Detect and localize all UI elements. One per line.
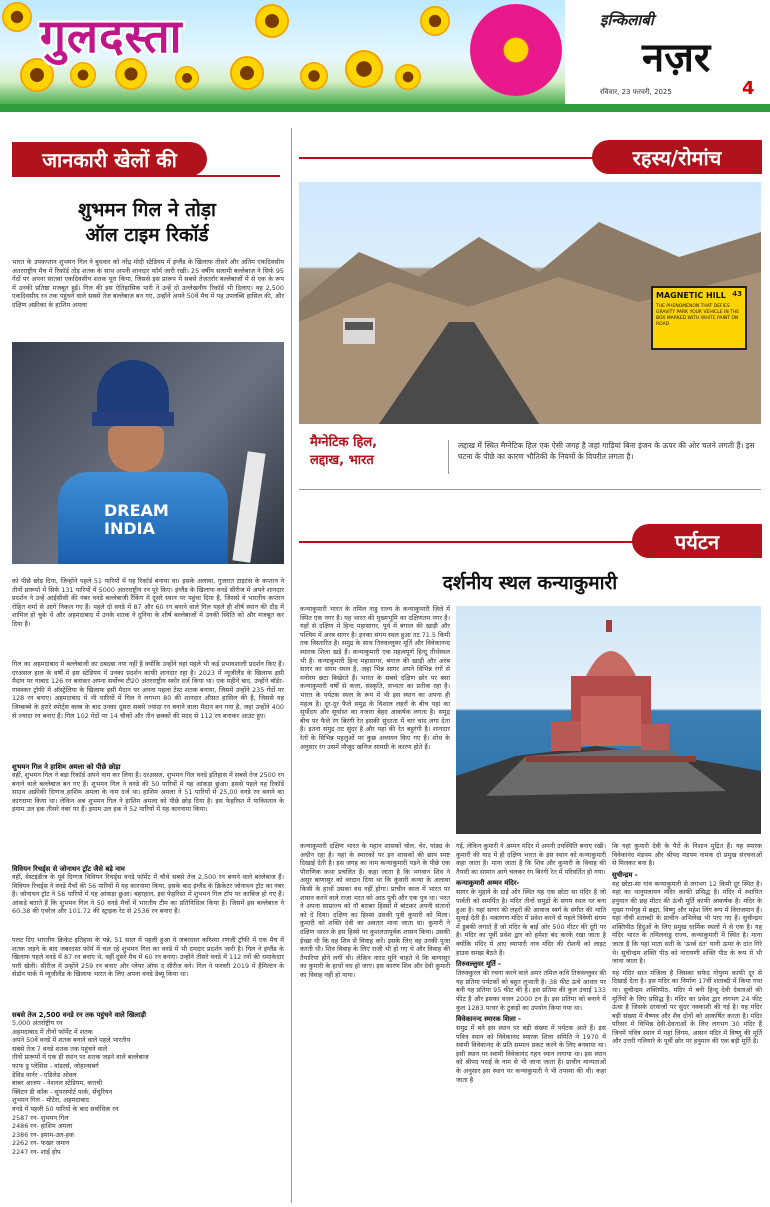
banner-title: गुलदस्ता — [40, 9, 183, 63]
caption-divider — [448, 440, 449, 474]
list-item: 2262 रन- फखर जमान — [12, 1139, 70, 1148]
masthead-banner — [0, 0, 770, 112]
sunflower-icon — [255, 4, 289, 38]
sunflower-icon — [395, 64, 421, 90]
section-rule — [12, 175, 280, 177]
jersey-text: DREAM INDIA — [104, 501, 169, 538]
sports-subhead-1: शुभमन गिल ने हाशिम अमला को पीछे छोड़ा — [12, 763, 121, 771]
sports-list-title: सबसे तेज 2,500 वनडे रन तक पहुंचने वाले खिलाड़ी — [12, 1011, 147, 1019]
list-item: क्विंटन डी कॉक - सुपरस्पोर्ट पार्क, सेंचुरियन — [12, 1087, 113, 1096]
kanyakumari-photo — [456, 606, 761, 834]
brand-small: इन्किलाबी — [600, 11, 654, 29]
section-rule — [299, 157, 595, 159]
pink-flower-icon — [470, 4, 562, 96]
sunflower-icon — [2, 2, 32, 32]
magnetic-hill-sign — [651, 286, 747, 350]
sign-number: 43 — [732, 290, 742, 298]
sports-para-4: वहीं, शुभमन गिल ने बड़ा रिकॉर्ड अपने नाम कर लिया है। दरअसल, शुभमन गिल वनडे इतिहास में सबसे तेज 2500 रन बनाने वाले बल्लेबाज बन गए हैं। शुभमन गिल ने वनडे की 50 पारियों में यह आंकड़ा छुआ। इससे पहले यह रिकॉर्ड साउथ अफ्रीकी दिग्गज हाशिम अमला के नाम दर्ज था। हाशिम अमला ने 51 पारियों में 25,00 वनडे रन बनाने का कारनामा किया था। लेकिन अब शुभमन गिल ने हाशिम अमला को पीछे छोड़ दिया है। इस फेहरिस्त में पाकिस्तान के इमाम उल हक तीसरे नंबर पर हैं। इमाम उल हक ने 52 पारियों में यह कारनामा किया। — [12, 771, 284, 814]
tourism-col3-para2: यह मंदिर सात मंजिला है जिसका सफेद गोपुरम काफी दूर से दिखाई देता है। इस मंदिर का निर्माण 17वीं शताब्दी में किया गया था। सुचीन्द्रम शक्तिपीठ, मंदिर में बनी हिन्दू देवी देवताओं की मूर्तियों के लिए प्रसिद्ध है। मंदिर का प्रवेश द्वार लगभग 24 फीट ऊंचा है जिसके दरवाजों पर सुंदर नक्काशी की गई है। यह मंदिर बड़ी संख्या में वैष्णव और शैव दोनों को आकर्षित करता है। मंदिर परिसर में विभिन्न देवी-देवताओं के लिए लगभग 30 मंदिर हैं जिनमें पवित्र स्थान में यहां लिंगम, आसन मंदिर में विष्णु की मूर्ति और उत्तरी गलियारे के पूर्वी छोर पर हनुमान की एक बड़ी मूर्ति है। — [612, 968, 762, 1046]
helmet-shape — [97, 360, 169, 418]
section-header-sports: जानकारी खेलों की — [12, 142, 207, 176]
sports-para-6: पलट दिए भारतीय क्रिकेट इतिहास के पन्ने, 51 साल में पहली हुआ ये जबरदस्त करिश्मा रणजी ट्रॉफी में एक मैच में शतक जड़ने के बाद जबरदस्त फॉर्म में चल रहे शुभमन गिल का वनडे में भी दमदार प्रदर्शन जारी है। गिल ने इंग्लैंड के खिलाफ पहले वनडे में 87 रन बनाए थे, वहीं दूसरे मैच में 60 रन बनाए। उन्होंने तीसरे वनडे में 112 रनों की धमाकेदार पारी खेली। सीरीज में उन्होंने 259 रन बनाए और प्लेयर ऑफ द सीरीज बने। गिल ने फरवरी 2019 में हैमिल्टन के सेडॉन पार्क में न्यूजीलैंड के खिलाफ भारत के लिए अपना वनडे डेब्यू किया था। — [12, 936, 284, 979]
sports-intro: भारत के उपकप्तान शुभमन गिल ने बुधवार को नरेंद्र मोदी स्टेडियम में इंग्लैंड के खिलाफ तीसरे और अंतिम एकदिवसीय अंतरराष्ट्रीय मैच में रिकॉर्ड तोड़ शतक के साथ अपनी शानदार फॉर्म जारी रखी। 25 वर्षीय सलामी बल्लेबाज ने सिर्फ 95 गेंदों पर अपना सातवां एकदिवसीय शतक पूरा किया, जिससे इस प्रारूप में सबसे तेजतर्रार बल्लेबाजों में से एक के रूप में उनकी प्रतिष्ठा मजबूत हुई। गिल की इस ऐतिहासिक पारी ने उन्हें दो उल्लेखनीय रिकॉर्ड भी दिलाए। वह 2,500 एकदिवसीय रन तक पहुंचने वाले सबसे तेज बल्लेबाज बन गए, उन्होंने अपने 50वें मैच में यह उपलब्धि हासिल की, और दक्षिण अफ्रीका के हाशिम अमला — [12, 258, 284, 309]
list-item: बाबर आजम - नेशनल स्टेडियम, कराची — [12, 1079, 103, 1088]
page-number: 4 — [742, 78, 755, 99]
tourism-col2-top: गई, लेकिन कुमारी ने अम्मन मंदिर में अपनी उपस्थिति बनाए रखी। कुमारी की याद में ही दक्षिण भारत के इस स्थान को कन्याकुमारी कहा जाता है। माना जाता है कि शिव और कुमारी के विवाह की तैयारी का सामान आगे चलकर रंग बिरंगी रेत में परिवर्तित हो गया। — [456, 842, 606, 876]
sunflower-icon — [345, 50, 383, 88]
mystery-caption-text: लद्दाख में स्थित मैग्नेटिक हिल एक ऐसी जगह है जहां गाड़ियां बिना इंजन के ऊपर की ओर चलने लगती हैं। इस घटना के पीछे का कारण भौतिकी के नियमों के विपरीत लगता है। — [458, 441, 755, 461]
sports-records-list — [12, 1019, 284, 1157]
section-rule — [299, 541, 635, 543]
sign-title: MAGNETIC HILL — [656, 291, 726, 300]
list-item: सबसे तेज 7 वनडे शतक तक पहुंचने वाले — [12, 1044, 108, 1053]
list-item: डेविड वार्नर - एडिलेड ओवल — [12, 1070, 77, 1079]
helmet-visor — [92, 412, 174, 426]
section-divider — [299, 489, 761, 490]
list-item: वनडे में पहली 50 पारियों के बाद सर्वाधिक रन — [12, 1104, 119, 1113]
tourism-col1-para: कन्याकुमारी भारत के तमिल नाडु राज्य के कन्याकुमारी ज़िले में स्थित एक नगर है। यह भारत की मुख्यभूमि का दक्षिणतम नगर है। यहाँ से दक्षिण में हिन्द महासागर, पूर्व में बंगाल की खाड़ी और पश्चिम में अरब सागर है। इनका संगम स्थल हुआ तट 71.5 किमी तक विस्तारित है। समुद्र के साथ तिरुवल्लुवर मूर्ति और विवेकानन्द स्मारक शिला खड़े हैं। कन्याकुमारी एक महत्वपूर्ण हिन्दू तीर्थस्थल भी है। कन्याकुमारी हिन्द महासागर, बंगाल की खाड़ी और अरब सागर का संगम स्थल है, जहां भिन्न सागर अपने विभिन्न रंगों से मनोरम छटा बिखेरते हैं। भारत के सबसे दक्षिण छोर पर बसा कन्याकुमारी वर्षों से कला, संस्कृति, सभ्यता का प्रतीक रहा है। भारत के पर्यटक स्थल के रूप में भी इस स्थान का अपना ही महत्व है। दूर-दूर फैले समुद्र के विशाल लहरों के बीच यहां का सूर्योदय और सूर्यास्त का नजारा बेहद आकर्षक लगता है। समुद्र बीच पर फैले रंग बिरंगी रेत इसकी सुंदरता में चार चांद लगा देता है। इतना समुद्र तट सुंदर है और यहां की रेत बहुरंगी है। शानदार रेतों के विभिन्न पहलुओं पर कुछ अध्ययन किए गए हैं। शोध के अनुसार रंग उसमें मौजूद खनिज सामग्री के कारण होते हैं। — [300, 605, 451, 751]
tourism-col2-para2: तिरुक्कुरल की रचना करने वाले अमर तमिल कवि तिरुवल्लुवर की यह प्रतिमा पर्यटकों को बहुत लुभाती है। 38 फीट ऊंचे आधार पर बनी यह प्रतिमा 95 फीट की है। इस प्रतिमा की कुल उंचाई 133 फीट है और इसका वजन 2000 टन है। इस प्रतिमा को बनाने में कुल 1283 पत्थर के टुकड़ों का उपयोग किया गया था। — [456, 969, 606, 1012]
sports-para-2: को पीछे छोड़ दिया, जिन्होंने पहले 51 पारियों में यह रिकॉर्ड बनाया था। इसके अलावा, गुजरात टाइटंस के कप्तान ने तीनों प्रारूपों में सिर्फ 131 पारियों में 5000 अंतरराष्ट्रीय रन पूरे किए। इंग्लैंड के खिलाफ वनडे सीरीज में अपने शानदार प्रदर्शन ने उन्हें आईसीसी की नंबर वनडे बल्लेबाजी रैंकिंग में दूसरे स्थान पर पहुंचा दिया है, जिससे वे भारतीय कप्तान रोहित शर्मा से आगे निकल गए हैं। पहले दो वनडे में 87 और 60 रन बनाने वाले गिल पहले ही शीर्ष स्थान की दौड़ में शामिल हो चुके थे और अहमदाबाद में उनके शतक ने दुनिया के शीर्ष बल्लेबाजों में उनकी स्थिति को और मजबूत कर दिया है। — [12, 577, 284, 628]
flower-banner-art — [0, 0, 565, 104]
list-item: 5,000 अंतर्राष्ट्रीय रन — [12, 1019, 63, 1027]
tourism-col3-para1: यह छोटा-सा गांव कन्याकुमारी से लगभग 12 किमी दूर स्थित है। यहां का थानुमलायन मंदिर काफी प्रसिद्ध है। मंदिर में स्थापित हनुमान की छह मीटर की ऊंची मूर्ति काफी आकर्षक है। मंदिर के मुख्य गर्भगृह में ब्रह्मा, विष्णु और महेश लिंग रूप में विराजमान हैं। यहां नौवीं शताब्दी के प्राचीन अभिलेख भी पाए गए हैं। सुचीन्द्रम शक्तिपीठ हिंदुओं के लिए प्रमुख धार्मिक स्थलों में से एक है। यह मंदिर भारत के तमिलनाडु राज्य, कन्याकुमारी में स्थित है। माना जाता है कि यहां माता सती के 'ऊर्ध्व दंत' यानी ऊपर के दांत गिरे थे। सुचीन्द्रम शक्ति पीठ को नारायणी शक्ति पीठ के रूप में भी जाना जाता है। — [612, 879, 762, 966]
subhead-suchindram: सुचीन्द्रम - — [612, 870, 638, 879]
subhead-vivekananda-rock: विवेकानन्द स्मारक शिला - — [456, 1015, 521, 1024]
tourism-col1b-para: कन्याकुमारी दक्षिण भारत के महान शासकों चोल, चेर, पांड्य के अधीन रहा है। यहां के स्मारकों पर इन शासकों की छाप स्पष्ट दिखाई देती है। इस जगह का नाम कन्याकुमारी पड़ने के पीछे एक पौराणिक कथा प्रचलित है। कहा जाता है कि भगवान शिव ने असुर बाणासुर को वरदान दिया था कि कुंवारी कन्या के अलावा किसी के हाथों उसका वध नहीं होगा। प्राचीन काल में भारत पर शासन करने वाले राजा भरत को आठ पुत्री और एक पुत्र था। भरत ने अपना साम्राज्य को नौ बराबर हिस्सों में बांटकर अपनी संतानों को दे दिया। दक्षिण का हिस्सा उसकी पुत्री कुमारी को मिला। कुमारी को शक्ति देवी का अवतार माना जाता था। कुमारी ने दक्षिण भारत के इस हिस्से पर कुशलतापूर्वक शासन किया। उसकी ईच्छा थी कि वह शिव से विवाह करें। इसके लिए वह उनकी पूजा करती थी। शिव विवाह के लिए राजी भी हो गए थे और विवाह की तैयारियां होने लगीं थी। लेकिन नारद मुनि चाहते थे कि बाणासुर का कुमारी के हाथों वध हो जाए। इस कारण शिव और देवी कुमारी का विवाह नहीं हो पाया। — [300, 842, 450, 979]
list-item: 2486 रन- हाशिम अमला — [12, 1122, 73, 1131]
subhead-amman-temple: कन्याकुमारी अम्मन मंदिर- — [456, 879, 520, 888]
brand-logo: नज़र — [642, 35, 711, 81]
magnetic-hill-photo — [299, 182, 761, 424]
face-shape — [108, 426, 164, 472]
list-item: अपने 50वें वनडे में शतक बनाने वाले पहले भारतीय — [12, 1036, 131, 1045]
subhead-thiruvalluvar: तिरुवल्लुवर मूर्ति - — [456, 960, 501, 969]
tourism-col2 — [456, 842, 606, 1084]
list-item: 2386 रन- इमाम-उल-हक — [12, 1130, 74, 1139]
sunflower-icon — [230, 56, 264, 90]
sports-para-5: वहीं, वेस्टइंडीज के पूर्व दिग्गज विवियन रिचर्ड्स वनडे फॉर्मेट में चौथे सबसे तेज 2,500 रन बनाने वाले बल्लेबाज हैं। विवियन रिचर्ड्स ने वनडे मैचों की 56 पारियों में यह कारनामा किया, इसके बाद इंग्लैंड के क्रिकेटर जोनाथन ट्रॉट का नंबर है। जोनाथन ट्रॉट ने 56 पारियों में यह आंकड़ा छुआ। बहरहाल, इस फेहरिस्त में शुभमन गिल टॉप पर काबिज हो गए हैं। आंकड़े बताते हैं कि शुभमन गिल ने 50 वनडे मैचों में भारतीय टीम का प्रतिनिधित्व किया है। जिसमें इस बल्लेबाज ने 60.38 की एवरेज और 101.72 की स्ट्राइक रेट से 2536 रन बनाए हैं। — [12, 873, 284, 916]
headline-line-2: ऑल टाइम रिकॉर्ड — [85, 224, 209, 246]
caption-title-line-1: मैग्नेटिक हिल, — [310, 435, 378, 450]
tourism-col3-top: कि यहां कुमारी देवी के पैरों के निशान मुद्रित हैं। यह स्मारक विवेकानंद मंडपम और श्रीपद मंडपम नामक दो प्रमुख संरचनाओं से मिलकर बना है। — [612, 842, 762, 868]
cricketer-photo — [12, 342, 284, 564]
tourism-headline: दर्शनीय स्थल कन्याकुमारी — [442, 572, 618, 594]
list-item: 2587 रन- शुभमन गिल — [12, 1113, 69, 1122]
section-header-tourism: पर्यटन — [632, 524, 762, 558]
list-item: शुभमन गिल - मोटेरा, अहमदाबाद — [12, 1096, 90, 1105]
banner-divider — [0, 104, 770, 112]
sunflower-icon — [420, 6, 450, 36]
bat-shape — [232, 451, 265, 562]
caption-title-line-2: लद्दाख, भारत — [310, 453, 374, 468]
vivekananda-rock-memorial — [456, 606, 761, 834]
tourism-col2-para3: समुद्र में बने इस स्थान पर बड़ी संख्या में पर्यटक आते हैं। इस पवित्र स्थान को विवेकानंद स्मारक शिला समिति ने 1970 में स्वामी विवेकानंद के प्रति सम्मान प्रकट करने के लिए बनवाया था। इसी स्थान पर स्वामी विवेकानंद गहन ध्यान लगाया था। इस स्थान को श्रीपद पराई के नाम से भी जाना जाता है। प्राचीन मान्यताओं के अनुसार इस स्थान पर कन्याकुमारी ने भी तपस्या की थी। कहा जाता है — [456, 1024, 606, 1084]
sports-para-3: गिल का अहमदाबाद में बल्लेबाजी का दबदबा नया नहीं है क्योंकि उन्होंने वहां पहले भी कई प्रभावशाली प्रदर्शन किए हैं। दरअसल हाल के वर्षों में इस स्टेडियम में उनका प्रदर्शन काफी शानदार रहा है। 2023 में न्यूजीलैंड के खिलाफ इसी मैदान पर नाबाद 126 रन बनाकर अपना सर्वोच्च टी20 अंतरराष्ट्रीय स्कोर दर्ज किया था। एक महीने बाद, उन्होंने बॉर्डर-गावस्कर ट्रॉफी में ऑस्ट्रेलिया के खिलाफ इसी मैदान पर अपना पहला टेस्ट शतक बनाया, जिसमें उन्होंने 235 गेंदों पर 128 रन बनाए। अहमदाबाद में भी पारियों में गिल ने लगभग 80 की शानदार औसत हासिल की है, जिससे यह जिम्बाब्वे के हरारे स्पोर्ट्स क्लब के बाद उनका दूसरा सबसे ज्यादा रन बनाने वाला मैदान बन गया है, जहां उन्होंने 400 से ज्यादा रन बनाए हैं। गिल 102 गेंदों पर 14 चौकों और तीन छक्कों की मदद से 112 रन बनाकर आउट हुए। — [12, 660, 284, 720]
sports-subhead-2: विवियन रिचर्ड्स से जोनाथन ट्रॉट जैसे बड़े नाम — [12, 865, 125, 873]
mystery-caption-title — [310, 434, 440, 470]
sunflower-icon — [300, 62, 328, 90]
tourism-col3 — [612, 842, 762, 1046]
list-item: अहमदाबाद में तीनों फॉर्मेट में शतक — [12, 1027, 93, 1036]
list-item: 2247 रन- शाई होप — [12, 1147, 61, 1156]
sports-headline — [12, 198, 282, 248]
sunflower-icon — [175, 66, 199, 90]
sign-body: THE PHENOMENON THAT DEFIES GRAVITY PARK YOUR VEHICLE IN THE BOX MARKED WITH WHITE PAINT ON ROAD — [656, 304, 740, 327]
dateline: रविवार, 23 फरवरी, 2025 — [600, 88, 672, 96]
list-item: फाफ डु प्लेसिस - वांडरर्स, जोहान्सबर्ग — [12, 1061, 99, 1070]
list-item: तीनों प्रारूपों में एक ही स्थान पर शतक जड़ने वाले बल्लेबाज — [12, 1053, 149, 1062]
tourism-col2-para1: सागर के मुहाने के दाईं ओर स्थित यह एक छोटा सा मंदिर है जो पार्वती को समर्पित है। मंदिर तीनों समुद्रों के संगम स्थल पर बना हुआ है। यहां सागर की लहरों की आवाज स्वर्ग के संगीत की भांति सुनाई देती है। भक्तगण मंदिर में प्रवेश करने से पहले त्रिवेणी संगम में डुबकी लगाते हैं जो मंदिर के बाईं ओर 500 मीटर की दूरी पर है। मंदिर का पूर्वी प्रवेश द्वार को हमेशा बंद करके रखा जाता है क्योंकि मंदिर में आए व्यापारी नाव मंदिर की रोशनी को लाइट हाउस समझ बैठते हैं। — [456, 888, 606, 957]
column-divider — [291, 128, 292, 1203]
section-header-mystery: रहस्य/रोमांच — [592, 140, 762, 174]
headline-line-1: शुभमन गिल ने तोड़ा — [78, 199, 216, 221]
